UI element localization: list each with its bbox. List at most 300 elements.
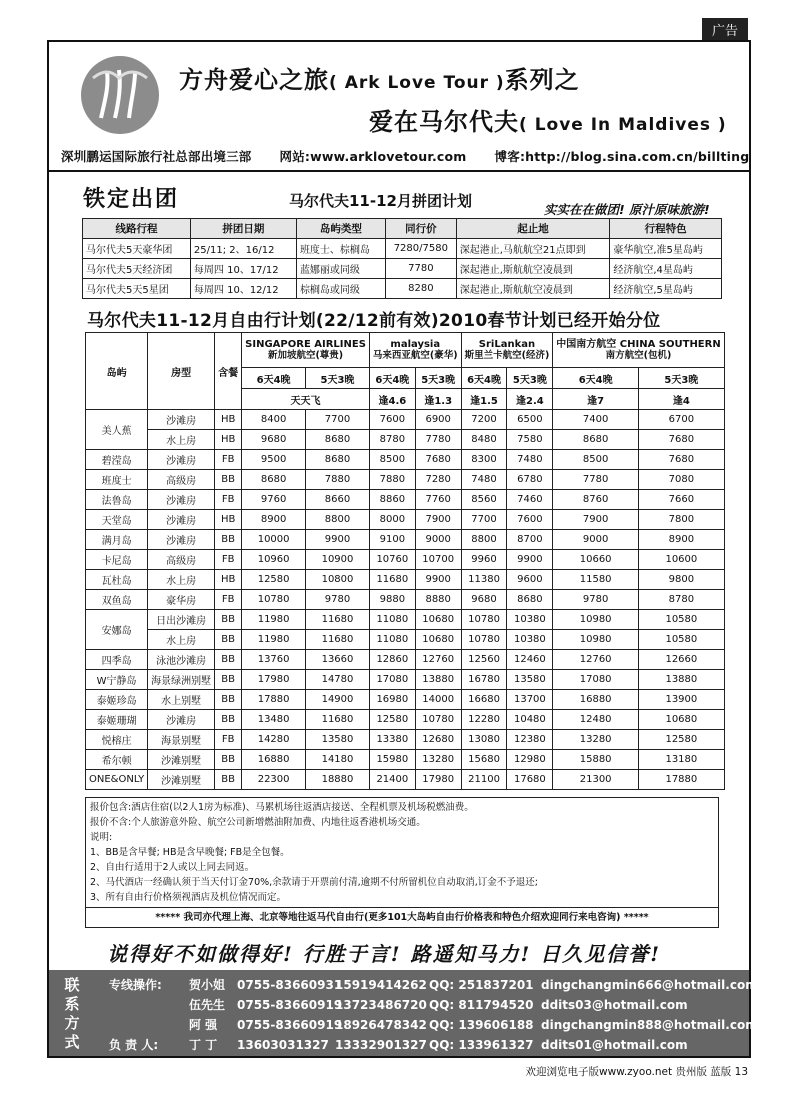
price-cell: 17880 [242, 690, 306, 710]
col-price: 同行价 [385, 219, 456, 239]
meal-cell: BB [215, 710, 242, 730]
meal-cell: FB [215, 730, 242, 750]
meal-cell: FB [215, 450, 242, 470]
free-travel-table [85, 332, 725, 790]
price-cell: 8500 [369, 450, 415, 470]
price-cell: 8780 [369, 430, 415, 450]
island-cell: 希尔顿 [86, 750, 148, 770]
price-cell: 9780 [553, 590, 639, 610]
price-cell: 13180 [639, 750, 725, 770]
island-cell: 安娜岛 [86, 610, 148, 650]
contact-name: 伍先生 [189, 998, 226, 1012]
table-row [83, 279, 722, 299]
price-cell: 12280 [461, 710, 507, 730]
price-cell: 13580 [507, 670, 553, 690]
table-row [86, 410, 725, 430]
table-row [86, 670, 725, 690]
price-cell: 7680 [639, 430, 725, 450]
price-cell: 16880 [553, 690, 639, 710]
price-cell: 7900 [415, 510, 461, 530]
contact-mobile[interactable]: 18926478342 [335, 1018, 427, 1032]
price-cell: 6780 [507, 470, 553, 490]
header [49, 42, 749, 172]
cell: 深起港止,斯航航空凌晨到 [456, 279, 610, 299]
price-cell: 7780 [415, 430, 461, 450]
cell: 蓝娜丽或同级 [296, 259, 385, 279]
island-cell: 班度士 [86, 470, 148, 490]
price-cell: 11680 [306, 630, 370, 650]
price-exclude: 报价不含:个人旅游意外险、航空公司新增燃油附加费、内地往返香港机场交通。 [90, 817, 426, 828]
meal-cell: FB [215, 590, 242, 610]
table-row [86, 770, 725, 790]
airline-name: 斯里兰卡航空(经济) [464, 350, 550, 361]
contact-row [109, 1016, 758, 1033]
price-cell: 11580 [553, 570, 639, 590]
col-feature: 行程特色 [610, 219, 722, 239]
price-cell: 12580 [639, 730, 725, 750]
cell: 8280 [385, 279, 456, 299]
price-cell: 13080 [461, 730, 507, 750]
price-cell: 11080 [369, 630, 415, 650]
cell: 每周四 10、17/12 [190, 259, 296, 279]
price-include: 报价包含:酒店住宿(以2人1房为标准)、马累机场往返酒店接送、全程机票及机场税燃油费。 [90, 802, 474, 813]
contact-qq: QQ: 139606188 [429, 1018, 534, 1032]
meal-cell: BB [215, 670, 242, 690]
col-meal: 含餐 [215, 333, 242, 410]
price-cell: 7900 [553, 510, 639, 530]
page-footer: 欢迎浏览电子版www.zyoo.net 贵州版 蓝版 13 [525, 1066, 748, 1078]
price-cell: 12760 [415, 650, 461, 670]
price-cell: 12980 [507, 750, 553, 770]
contact-tel[interactable]: 0755-83660919 [237, 1018, 343, 1032]
ad-tag: 广告 [702, 18, 748, 41]
price-cell: 10380 [507, 610, 553, 630]
island-cell: 卡尼岛 [86, 550, 148, 570]
room-cell: 沙滩别墅 [148, 770, 215, 790]
schedule-cell: 天天飞 [242, 389, 370, 410]
price-cell: 8760 [553, 490, 639, 510]
price-cell: 9900 [415, 570, 461, 590]
price-cell: 12760 [553, 650, 639, 670]
price-cell: 8880 [415, 590, 461, 610]
table-row [86, 590, 725, 610]
contact-mobile[interactable]: 13332901327 [335, 1038, 427, 1052]
airline-singapore [242, 333, 370, 368]
price-cell: 13660 [306, 650, 370, 670]
price-cell: 9680 [242, 430, 306, 450]
blog-link[interactable]: 博客:http://blog.sina.com.cn/billting [494, 149, 750, 164]
duration-cell: 6天4晚 [369, 368, 415, 389]
price-cell: 12560 [461, 650, 507, 670]
free-travel-body [86, 410, 725, 790]
table-row [86, 450, 725, 470]
price-cell: 15880 [553, 750, 639, 770]
price-cell: 9800 [639, 570, 725, 590]
airline-name: 新加坡航空(尊贵) [267, 350, 344, 361]
col-route: 线路行程 [83, 219, 191, 239]
price-cell: 8900 [639, 530, 725, 550]
island-cell: ONE&ONLY [86, 770, 148, 790]
price-cell: 17080 [369, 670, 415, 690]
island-cell: 泰姬珍岛 [86, 690, 148, 710]
cell: 豪华航空,准5星岛屿 [610, 239, 722, 259]
price-cell: 17980 [242, 670, 306, 690]
price-cell: 7780 [553, 470, 639, 490]
island-cell: 法鲁岛 [86, 490, 148, 510]
island-cell: 满月岛 [86, 530, 148, 550]
note-item: 1、BB是含早餐; HB是含早晚餐; FB是全包餐。 [90, 847, 290, 858]
cell: 班度士、棕榈岛 [296, 239, 385, 259]
duration-cell: 6天4晚 [553, 368, 639, 389]
price-cell: 10580 [639, 610, 725, 630]
meal-cell: BB [215, 530, 242, 550]
price-cell: 7660 [639, 490, 725, 510]
price-cell: 10580 [639, 630, 725, 650]
price-cell: 7600 [369, 410, 415, 430]
island-cell: 双鱼岛 [86, 590, 148, 610]
table-row [86, 510, 725, 530]
col-island-type: 岛屿类型 [296, 219, 385, 239]
cell: 7780 [385, 259, 456, 279]
price-cell: 10600 [639, 550, 725, 570]
price-cell: 9000 [415, 530, 461, 550]
room-cell: 海景别墅 [148, 730, 215, 750]
contact-email[interactable]: dingchangmin888@hotmail.com [541, 1018, 758, 1032]
meal-cell: BB [215, 470, 242, 490]
price-cell: 16880 [242, 750, 306, 770]
island-cell: W宁静岛 [86, 670, 148, 690]
price-cell: 15980 [369, 750, 415, 770]
price-cell: 7280 [415, 470, 461, 490]
meal-cell: BB [215, 690, 242, 710]
duration-cell: 5天3晚 [306, 368, 370, 389]
airline-name: 南方航空(包机) [605, 350, 672, 361]
price-cell: 10900 [306, 550, 370, 570]
contact-name: 贺小姐 [189, 978, 226, 992]
table-row [86, 550, 725, 570]
price-cell: 8500 [553, 450, 639, 470]
room-cell: 水上房 [148, 430, 215, 450]
room-cell: 沙滩房 [148, 530, 215, 550]
price-cell: 13760 [242, 650, 306, 670]
meal-cell: BB [215, 610, 242, 630]
contact-qq: QQ: 133961327 [429, 1038, 534, 1052]
price-cell: 10760 [369, 550, 415, 570]
contact-row [109, 996, 688, 1013]
title-text-1: 方舟爱心之旅 [179, 66, 329, 94]
price-cell: 10960 [242, 550, 306, 570]
group-title: 铁定出团 [83, 187, 180, 212]
cell: 深起港止,马航航空21点即到 [456, 239, 610, 259]
room-cell: 海景绿洲别墅 [148, 670, 215, 690]
note-item: 3、所有自由行价格须视酒店及机位情况而定。 [90, 892, 287, 903]
group-plan-title: 马尔代夫11-12月拼团计划 [289, 192, 472, 210]
price-cell: 9900 [507, 550, 553, 570]
price-cell: 8660 [306, 490, 370, 510]
website-link[interactable]: 网站:www.arklovetour.com [279, 149, 467, 164]
price-cell: 9500 [242, 450, 306, 470]
meal-cell: BB [215, 750, 242, 770]
airline-logo: SINGAPORE AIRLINES [245, 339, 366, 350]
price-cell: 9960 [461, 550, 507, 570]
cell: 马尔代夫5天5星团 [83, 279, 191, 299]
price-cell: 11680 [306, 710, 370, 730]
price-cell: 10380 [507, 630, 553, 650]
price-cell: 8800 [461, 530, 507, 550]
price-cell: 7680 [415, 450, 461, 470]
cell: 马尔代夫5天豪华团 [83, 239, 191, 259]
room-cell: 水上房 [148, 630, 215, 650]
price-cell: 8860 [369, 490, 415, 510]
price-cell: 13880 [415, 670, 461, 690]
price-cell: 7580 [507, 430, 553, 450]
price-cell: 10480 [507, 710, 553, 730]
price-cell: 7680 [639, 450, 725, 470]
price-cell: 6700 [639, 410, 725, 430]
room-cell: 高级房 [148, 470, 215, 490]
contact-row [109, 1036, 688, 1053]
contact-mobile[interactable]: 15919414262 [335, 978, 427, 992]
contact-email[interactable]: ddits03@hotmail.com [541, 998, 688, 1012]
price-cell: 8400 [242, 410, 306, 430]
table-row [83, 239, 722, 259]
group-table-header [83, 219, 722, 239]
price-cell: 6900 [415, 410, 461, 430]
contact-tel[interactable]: 13603031327 [237, 1038, 329, 1052]
notes-box [85, 797, 719, 908]
contact-role: 专线操作: [109, 978, 162, 992]
price-cell: 17980 [415, 770, 461, 790]
price-cell: 14180 [306, 750, 370, 770]
note-item: 2、自由行适用于2人或以上同去同返。 [90, 862, 255, 873]
duration-cell: 5天3晚 [639, 368, 725, 389]
contact-name: 丁 丁 [189, 1038, 218, 1052]
contact-section [49, 970, 758, 1056]
price-cell: 7080 [639, 470, 725, 490]
island-cell: 天堂岛 [86, 510, 148, 530]
contact-name: 阿 强 [189, 1018, 218, 1032]
price-cell: 11980 [242, 630, 306, 650]
title-line-2 [369, 102, 727, 137]
contact-email[interactable]: dingchangmin666@hotmail.com [541, 978, 758, 992]
price-cell: 11680 [369, 570, 415, 590]
price-cell: 16780 [461, 670, 507, 690]
table-row [86, 650, 725, 670]
price-cell: 7800 [639, 510, 725, 530]
price-cell: 14280 [242, 730, 306, 750]
table-row [86, 710, 725, 730]
price-cell: 10780 [242, 590, 306, 610]
meal-cell: BB [215, 630, 242, 650]
price-cell: 7700 [306, 410, 370, 430]
price-cell: 11680 [306, 610, 370, 630]
airline-logo: SriLankan [478, 339, 536, 350]
room-cell: 泳池沙滩房 [148, 650, 215, 670]
agency-line [61, 147, 777, 165]
price-cell: 21400 [369, 770, 415, 790]
price-cell: 9900 [306, 530, 370, 550]
table-row [86, 530, 725, 550]
airline-logo: 中国南方航空 CHINA SOUTHERN [556, 339, 721, 350]
price-cell: 11980 [242, 610, 306, 630]
price-cell: 10780 [461, 630, 507, 650]
meal-cell: BB [215, 650, 242, 670]
price-cell: 7200 [461, 410, 507, 430]
cell: 每周四 10、12/12 [190, 279, 296, 299]
price-cell: 8300 [461, 450, 507, 470]
room-cell: 沙滩房 [148, 710, 215, 730]
contact-qq: QQ: 251837201 [429, 978, 534, 992]
island-cell: 四季岛 [86, 650, 148, 670]
island-cell: 悦榕庄 [86, 730, 148, 750]
contact-email[interactable]: ddits01@hotmail.com [541, 1038, 688, 1052]
price-cell: 7880 [306, 470, 370, 490]
contact-qq: QQ: 811794520 [429, 998, 534, 1012]
meal-cell: BB [215, 770, 242, 790]
airline-logo: malaysia [390, 339, 441, 350]
price-cell: 10980 [553, 610, 639, 630]
price-cell: 7400 [553, 410, 639, 430]
agency-name: 深圳鹏运国际旅行社总部出境三部 [61, 149, 252, 164]
price-cell: 13280 [415, 750, 461, 770]
price-cell: 11380 [461, 570, 507, 590]
table-row [86, 690, 725, 710]
price-cell: 12680 [415, 730, 461, 750]
price-cell: 10680 [415, 610, 461, 630]
meal-cell: FB [215, 490, 242, 510]
contact-label: 联系方式 [64, 976, 80, 1051]
price-cell: 6500 [507, 410, 553, 430]
table-row [86, 470, 725, 490]
group-tour-table [82, 218, 722, 299]
price-cell: 12480 [553, 710, 639, 730]
price-cell: 10680 [639, 710, 725, 730]
header-divider [49, 170, 749, 172]
price-cell: 12580 [242, 570, 306, 590]
room-cell: 沙滩房 [148, 510, 215, 530]
price-cell: 21300 [553, 770, 639, 790]
cell: 棕榈岛或同级 [296, 279, 385, 299]
room-cell: 沙滩房 [148, 450, 215, 470]
price-cell: 7880 [369, 470, 415, 490]
notes-label: 说明: [90, 832, 113, 843]
group-slogan: 实实在在做团! 原汁原味旅游! [544, 202, 710, 217]
col-room: 房型 [148, 333, 215, 410]
schedule-cell: 逢1.3 [415, 389, 461, 410]
price-cell: 7460 [507, 490, 553, 510]
notes-section [85, 797, 719, 928]
airline-china-southern [553, 333, 724, 368]
ad-frame [47, 40, 758, 1058]
price-cell: 11080 [369, 610, 415, 630]
price-cell: 12460 [507, 650, 553, 670]
schedule-cell: 逢4.6 [369, 389, 415, 410]
cell: 7280/7580 [385, 239, 456, 259]
price-cell: 8480 [461, 430, 507, 450]
cell: 经济航空,4星岛屿 [610, 259, 722, 279]
room-cell: 沙滩别墅 [148, 750, 215, 770]
room-cell: 水上别墅 [148, 690, 215, 710]
room-cell: 沙滩房 [148, 490, 215, 510]
col-island: 岛屿 [86, 333, 148, 410]
island-cell: 碧滢岛 [86, 450, 148, 470]
price-cell: 17880 [639, 770, 725, 790]
airline-name: 马来西亚航空(豪华) [372, 350, 458, 361]
price-cell: 8680 [306, 430, 370, 450]
table-row [86, 610, 725, 630]
meal-cell: HB [215, 430, 242, 450]
price-cell: 8560 [461, 490, 507, 510]
price-cell: 10800 [306, 570, 370, 590]
price-cell: 22300 [242, 770, 306, 790]
motto: 说得好不如做得好! 行胜于言! 路遥知马力! 日久见信誉! [107, 942, 662, 966]
price-cell: 9600 [507, 570, 553, 590]
price-cell: 10680 [415, 630, 461, 650]
price-cell: 7480 [507, 450, 553, 470]
price-cell: 13480 [242, 710, 306, 730]
col-route-points: 起止地 [456, 219, 610, 239]
room-cell: 沙滩房 [148, 410, 215, 430]
table-row [86, 630, 725, 650]
island-cell: 泰姬珊瑚 [86, 710, 148, 730]
price-cell: 15680 [461, 750, 507, 770]
price-cell: 13580 [306, 730, 370, 750]
price-cell: 10780 [415, 710, 461, 730]
price-cell: 9000 [553, 530, 639, 550]
price-cell: 7600 [507, 510, 553, 530]
contact-tel[interactable]: 0755-83660931 [237, 978, 343, 992]
price-cell: 10700 [415, 550, 461, 570]
table-row [86, 430, 725, 450]
price-cell: 8680 [242, 470, 306, 490]
price-cell: 21100 [461, 770, 507, 790]
title-en-1: ( Ark Love Tour ) [329, 73, 505, 93]
meal-cell: FB [215, 550, 242, 570]
price-cell: 18880 [306, 770, 370, 790]
price-cell: 13380 [369, 730, 415, 750]
table-row [86, 490, 725, 510]
island-cell: 美人蕉 [86, 410, 148, 450]
price-cell: 12380 [507, 730, 553, 750]
col-date: 拼团日期 [190, 219, 296, 239]
cell: 经济航空,5星岛屿 [610, 279, 722, 299]
room-cell: 豪华房 [148, 590, 215, 610]
schedule-cell: 逢7 [553, 389, 639, 410]
cell: 深起港止,斯航航空凌晨到 [456, 259, 610, 279]
contact-role: 负 责 人: [109, 1038, 159, 1052]
price-cell: 8680 [553, 430, 639, 450]
price-cell: 9680 [461, 590, 507, 610]
contact-mobile[interactable]: 13723486720 [335, 998, 427, 1012]
price-cell: 10780 [461, 610, 507, 630]
price-cell: 9760 [242, 490, 306, 510]
cell: 马尔代夫5天经济团 [83, 259, 191, 279]
price-cell: 16680 [461, 690, 507, 710]
title-tail-1: 系列之 [504, 66, 580, 94]
price-cell: 8000 [369, 510, 415, 530]
schedule-cell: 逢2.4 [507, 389, 553, 410]
price-cell: 8680 [507, 590, 553, 610]
room-cell: 高级房 [148, 550, 215, 570]
price-cell: 13280 [553, 730, 639, 750]
airline-srilankan [461, 333, 553, 368]
price-cell: 7760 [415, 490, 461, 510]
price-cell: 10980 [553, 630, 639, 650]
title-en-2: ( Love In Maldives ) [519, 115, 727, 135]
room-cell: 水上房 [148, 570, 215, 590]
contact-tel[interactable]: 0755-83660919 [237, 998, 343, 1012]
price-cell: 8900 [242, 510, 306, 530]
